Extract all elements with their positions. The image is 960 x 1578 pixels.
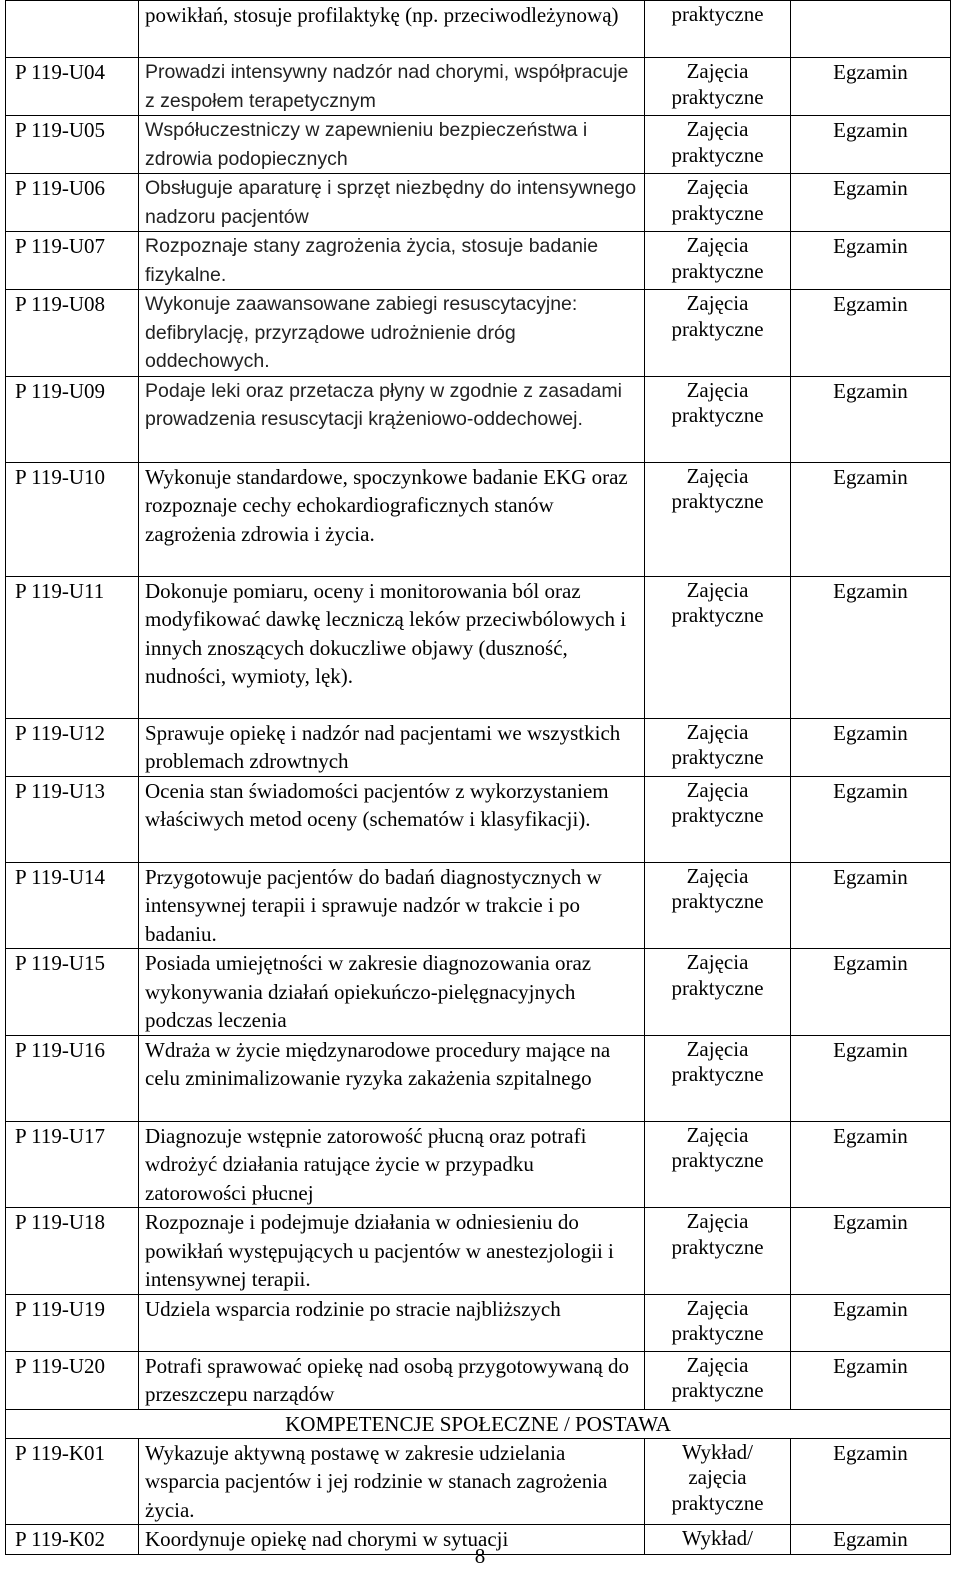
teaching-form: Zajęcia praktyczne [645,116,791,174]
outcome-code: P 119-U09 [6,376,139,462]
verification-method: Egzamin [791,1208,951,1295]
outcome-description: Koordynuje opiekę nad chorymi w sytuacji [139,1525,645,1555]
teaching-form: Zajęcia praktyczne [645,1351,791,1409]
verification-method: Egzamin [791,776,951,862]
verification-method: Egzamin [791,232,951,290]
outcome-code [6,1,139,58]
verification-method: Egzamin [791,290,951,377]
table-row [6,1294,951,1351]
outcome-code: P 119-U07 [6,232,139,290]
section-header-row [6,1409,951,1438]
teaching-form: Zajęcia praktyczne [645,376,791,462]
table-row [6,1208,951,1295]
teaching-form: Zajęcia praktyczne [645,949,791,1036]
outcome-description: Wdraża w życie międzynarodowe procedury mające na celu zminimalizowanie ryzyka zakażenia szpitalnego [139,1035,645,1121]
table-row [6,776,951,862]
outcome-code: P 119-U04 [6,58,139,116]
outcome-description: Rozpoznaje i podejmuje działania w odniesieniu do powikłań występujących u pacjentów w anestezjologii i intensywnej terapii. [139,1208,645,1295]
teaching-form: Zajęcia praktyczne [645,232,791,290]
verification-method: Egzamin [791,58,951,116]
verification-method: Egzamin [791,1438,951,1525]
verification-method: Egzamin [791,1294,951,1351]
teaching-form: Zajęcia praktyczne [645,1121,791,1208]
outcome-code: P 119-U08 [6,290,139,377]
section-header: KOMPETENCJE SPOŁECZNE / POSTAWA [6,1409,951,1438]
outcome-code: P 119-U17 [6,1121,139,1208]
table-row [6,1,951,58]
verification-method: Egzamin [791,576,951,718]
outcome-description: Ocenia stan świadomości pacjentów z wykorzystaniem właściwych metod oceny (schematów i klasyfikacji). [139,776,645,862]
outcome-code: P 119-U12 [6,718,139,776]
verification-method: Egzamin [791,1525,951,1555]
outcome-description: Rozpoznaje stany zagrożenia życia, stosuje badanie fizykalne. [139,232,645,290]
outcome-code: P 119-U11 [6,576,139,718]
teaching-form: Zajęcia praktyczne [645,1208,791,1295]
outcome-code: P 119-U15 [6,949,139,1036]
outcome-code: P 119-U14 [6,862,139,949]
verification-method: Egzamin [791,376,951,462]
outcome-description: Posiada umiejętności w zakresie diagnozowania oraz wykonywania działań opiekuńczo-pielęgnacyjnych podczas leczenia [139,949,645,1036]
outcome-code: P 119-U19 [6,1294,139,1351]
teaching-form: Zajęcia praktyczne [645,58,791,116]
teaching-form: Zajęcia praktyczne [645,174,791,232]
teaching-form: Zajęcia praktyczne [645,462,791,576]
outcome-description: powikłań, stosuje profilaktykę (np. przeciwodleżynową) [139,1,645,58]
teaching-form: Zajęcia praktyczne [645,1294,791,1351]
table-row [6,462,951,576]
teaching-form: praktyczne [645,1,791,58]
learning-outcomes-table [5,0,951,1555]
outcome-code: P 119-K02 [6,1525,139,1555]
outcome-description: Wykonuje standardowe, spoczynkowe badanie EKG oraz rozpoznaje cechy echokardiograficznych stanów zagrożenia zdrowia i życia. [139,462,645,576]
verification-method: Egzamin [791,1351,951,1409]
outcome-code: P 119-U05 [6,116,139,174]
outcome-code: P 119-U20 [6,1351,139,1409]
outcome-code: P 119-U13 [6,776,139,862]
table-row [6,1035,951,1121]
verification-method: Egzamin [791,174,951,232]
outcome-description: Podaje leki oraz przetacza płyny w zgodnie z zasadami prowadzenia resuscytacji krążeniowo-oddechowej. [139,376,645,462]
table-row [6,1351,951,1409]
teaching-form: Wykład/ [645,1525,791,1555]
table-row [6,1438,951,1525]
table-row [6,862,951,949]
page-number: 8 [474,1544,486,1568]
teaching-form: Zajęcia praktyczne [645,1035,791,1121]
outcome-description: Przygotowuje pacjentów do badań diagnostycznych w intensywnej terapii i sprawuje nadzór w trakcie i po badaniu. [139,862,645,949]
verification-method: Egzamin [791,1035,951,1121]
teaching-form: Zajęcia praktyczne [645,776,791,862]
teaching-form: Zajęcia praktyczne [645,576,791,718]
outcome-code: P 119-K01 [6,1438,139,1525]
outcome-description: Sprawuje opiekę i nadzór nad pacjentami we wszystkich problemach zdrowtnych [139,718,645,776]
verification-method: Egzamin [791,949,951,1036]
verification-method: Egzamin [791,116,951,174]
verification-method: Egzamin [791,1121,951,1208]
table-row [6,1121,951,1208]
teaching-form: Zajęcia praktyczne [645,290,791,377]
outcome-description: Dokonuje pomiaru, oceny i monitorowania ból oraz modyfikować dawkę leczniczą leków przeciwbólowych i innych znoszących dokuczliwe objawy (duszność, nudności, wymioty, lęk). [139,576,645,718]
outcome-code: P 119-U16 [6,1035,139,1121]
outcome-description: Obsługuje aparaturę i sprzęt niezbędny do intensywnego nadzoru pacjentów [139,174,645,232]
table-row [6,718,951,776]
outcome-code: P 119-U06 [6,174,139,232]
verification-method [791,1,951,58]
teaching-form: Zajęcia praktyczne [645,718,791,776]
verification-method: Egzamin [791,718,951,776]
teaching-form: Wykład/ zajęcia praktyczne [645,1438,791,1525]
table-row [6,290,951,377]
table-row [6,376,951,462]
outcome-description: Wykazuje aktywną postawę w zakresie udzielania wsparcia pacjentów i jej rodzinie w stanach zagrożenia życia. [139,1438,645,1525]
outcome-code: P 119-U10 [6,462,139,576]
outcome-description: Współuczestniczy w zapewnieniu bezpieczeństwa i zdrowia podopiecznych [139,116,645,174]
table-row [6,576,951,718]
table-row [6,116,951,174]
teaching-form: Zajęcia praktyczne [645,862,791,949]
verification-method: Egzamin [791,462,951,576]
outcome-description: Prowadzi intensywny nadzór nad chorymi, współpracuje z zespołem terapetycznym [139,58,645,116]
table-row [6,174,951,232]
table-row [6,58,951,116]
verification-method: Egzamin [791,862,951,949]
outcome-description: Potrafi sprawować opiekę nad osobą przygotowywaną do przeszczepu narządów [139,1351,645,1409]
table-row [6,232,951,290]
table-row [6,949,951,1036]
outcome-description: Udziela wsparcia rodzinie po stracie najbliższych [139,1294,645,1351]
outcome-code: P 119-U18 [6,1208,139,1295]
outcome-description: Diagnozuje wstępnie zatorowość płucną oraz potrafi wdrożyć działania ratujące życie w przypadku zatorowości płucnej [139,1121,645,1208]
outcome-description: Wykonuje zaawansowane zabiegi resuscytacyjne: defibrylację, przyrządowe udrożnienie dróg oddechowych. [139,290,645,377]
